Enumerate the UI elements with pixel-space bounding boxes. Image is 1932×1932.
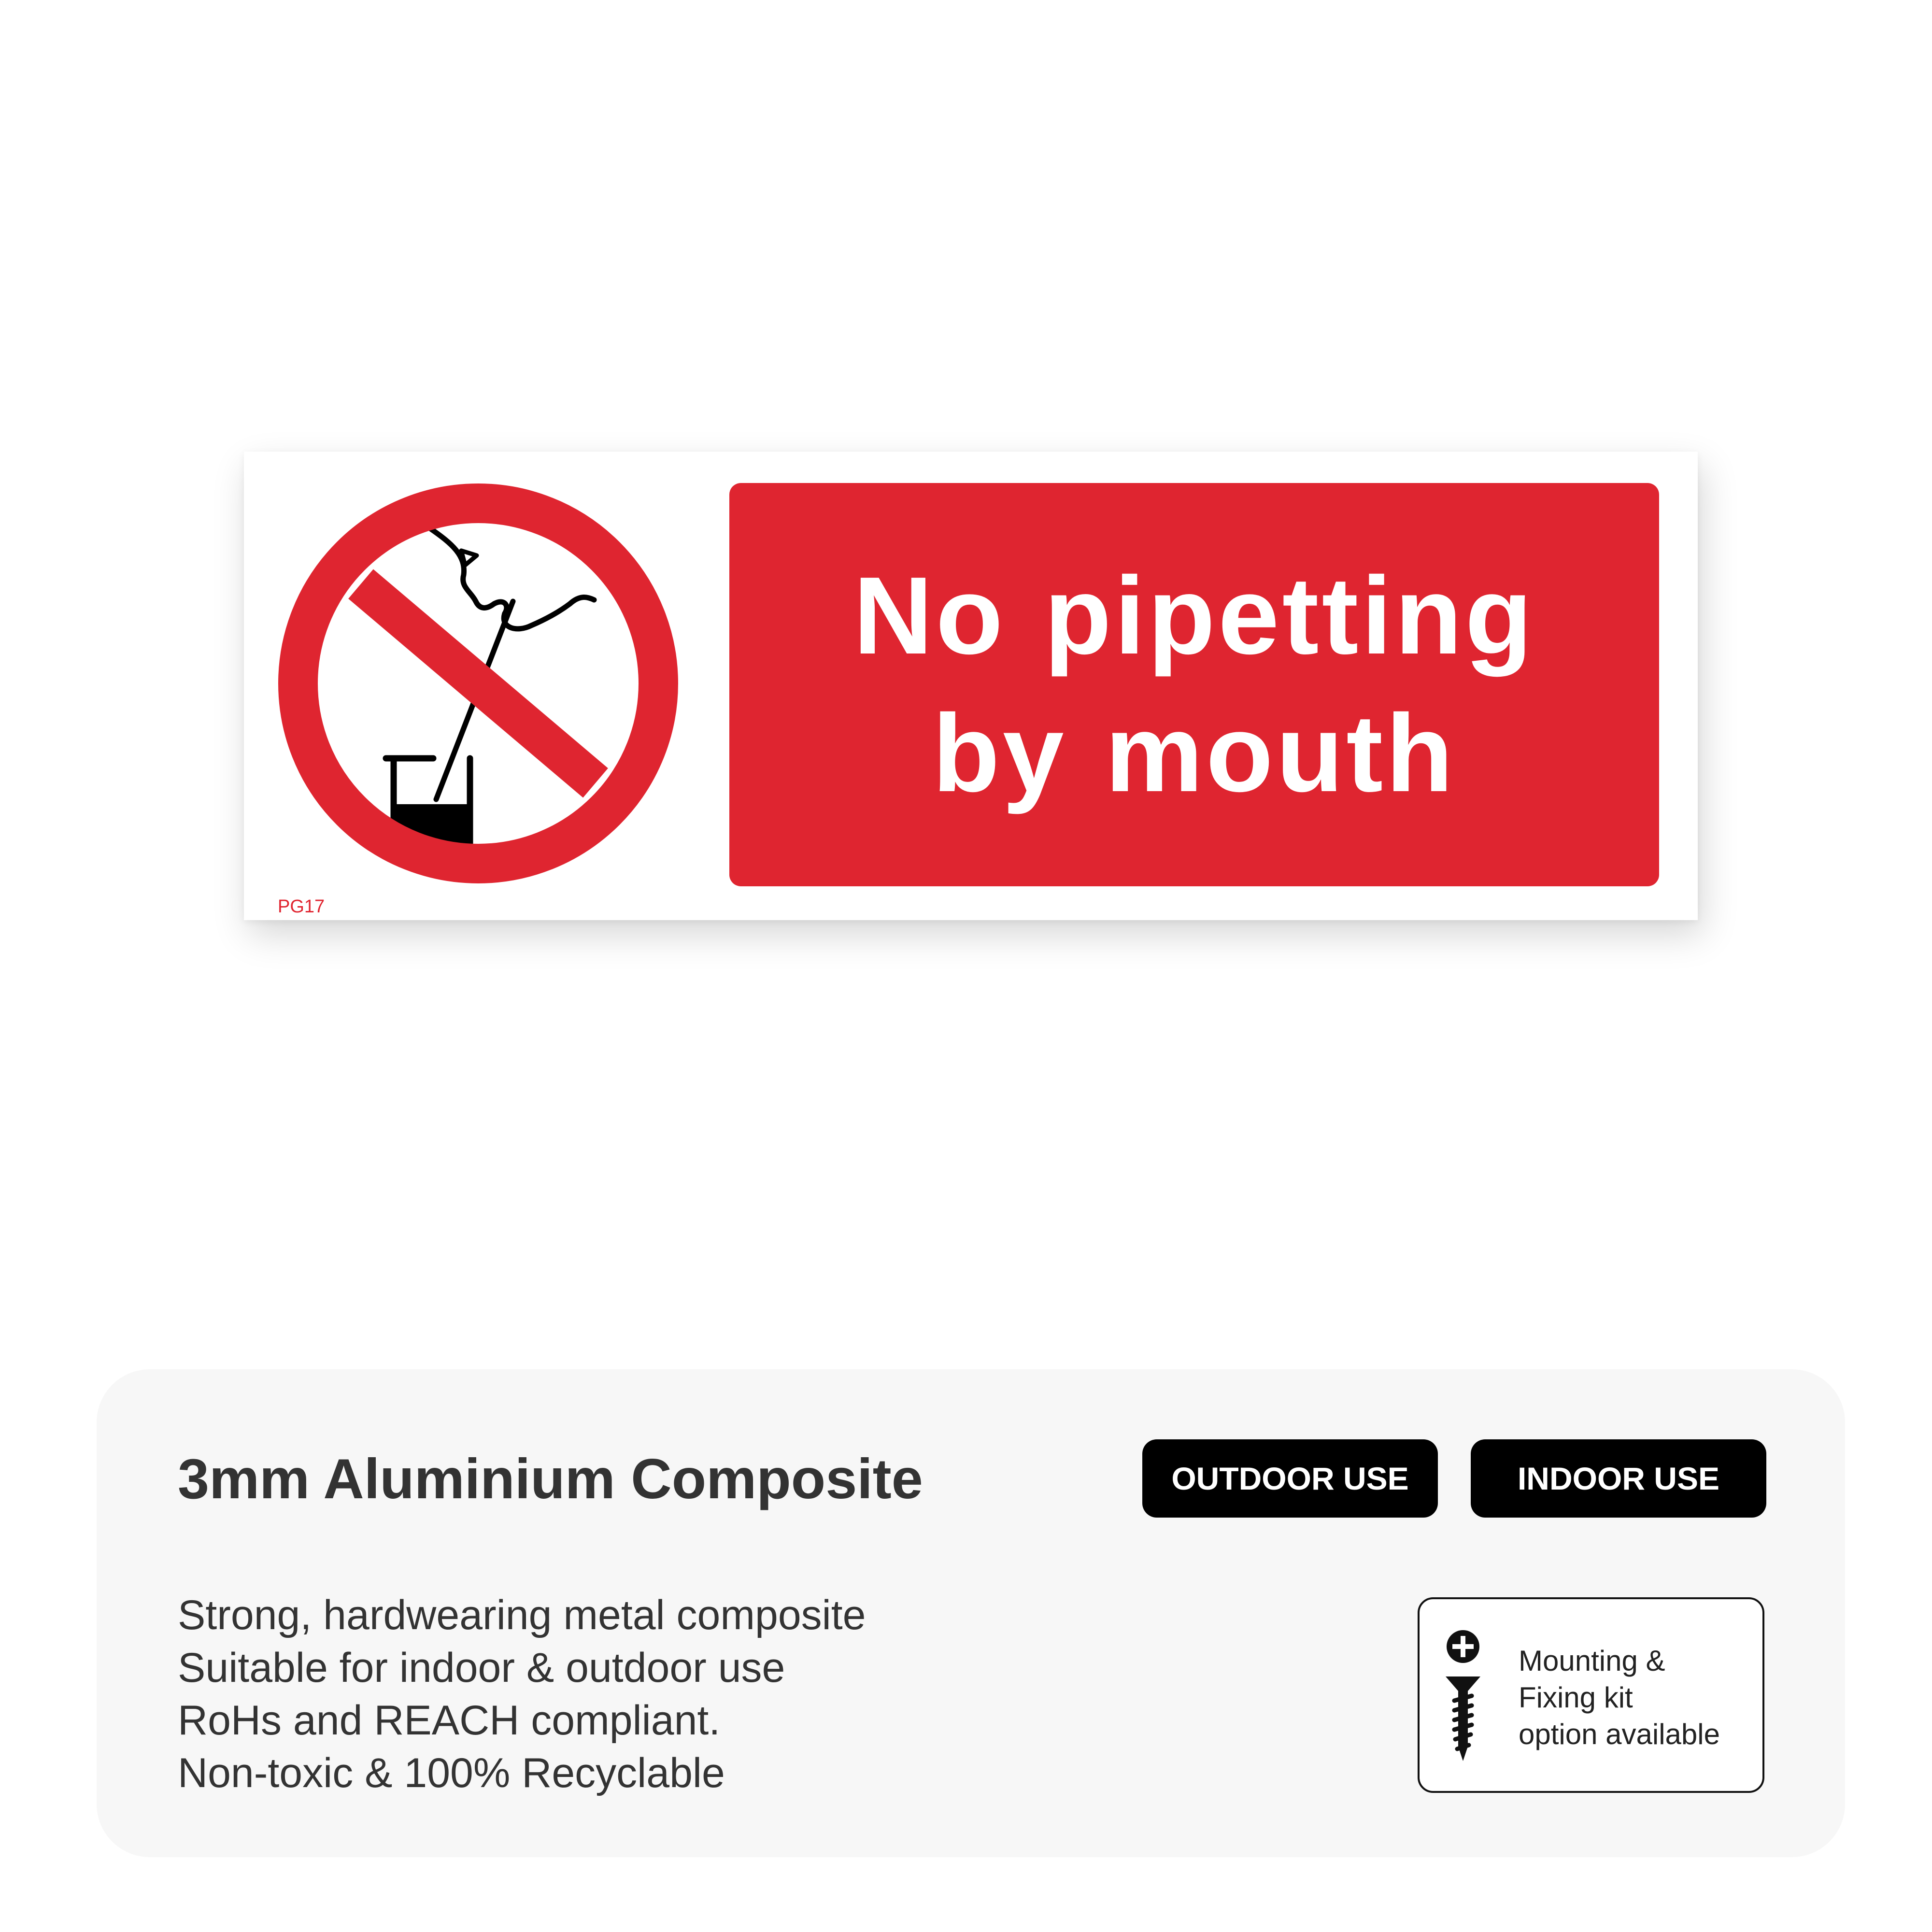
indoor-use-badge: INDOOR USE (1471, 1439, 1766, 1518)
safety-sign (244, 452, 1698, 920)
no-mouth-pipetting-icon (278, 483, 679, 884)
sign-message-panel (729, 483, 1659, 886)
kit-text (1519, 1643, 1720, 1753)
feature-item: Strong, hardwearing metal composite (178, 1592, 866, 1638)
mounting-kit-note (1418, 1597, 1764, 1793)
feature-item: Non-toxic & 100% Recyclable (178, 1750, 725, 1796)
feature-item: Suitable for indoor & outdoor use (178, 1645, 785, 1691)
feature-item: RoHs and REACH compliant. (178, 1697, 721, 1744)
sign-code: PG17 (278, 896, 325, 917)
kit-text-line: option available (1519, 1718, 1720, 1750)
sign-message-line-1: No pipetting (853, 554, 1535, 677)
sign-message (853, 547, 1535, 823)
kit-text-line: Mounting & (1519, 1645, 1665, 1677)
material-title: 3mm Aluminium Composite (178, 1447, 923, 1510)
feature-list (178, 1589, 866, 1800)
product-info-card (97, 1369, 1845, 1857)
outdoor-use-badge: OUTDOOR USE (1142, 1439, 1438, 1518)
screw-icon (1443, 1628, 1483, 1768)
sign-message-line-2: by mouth (932, 692, 1456, 815)
kit-text-line: Fixing kit (1519, 1681, 1633, 1714)
